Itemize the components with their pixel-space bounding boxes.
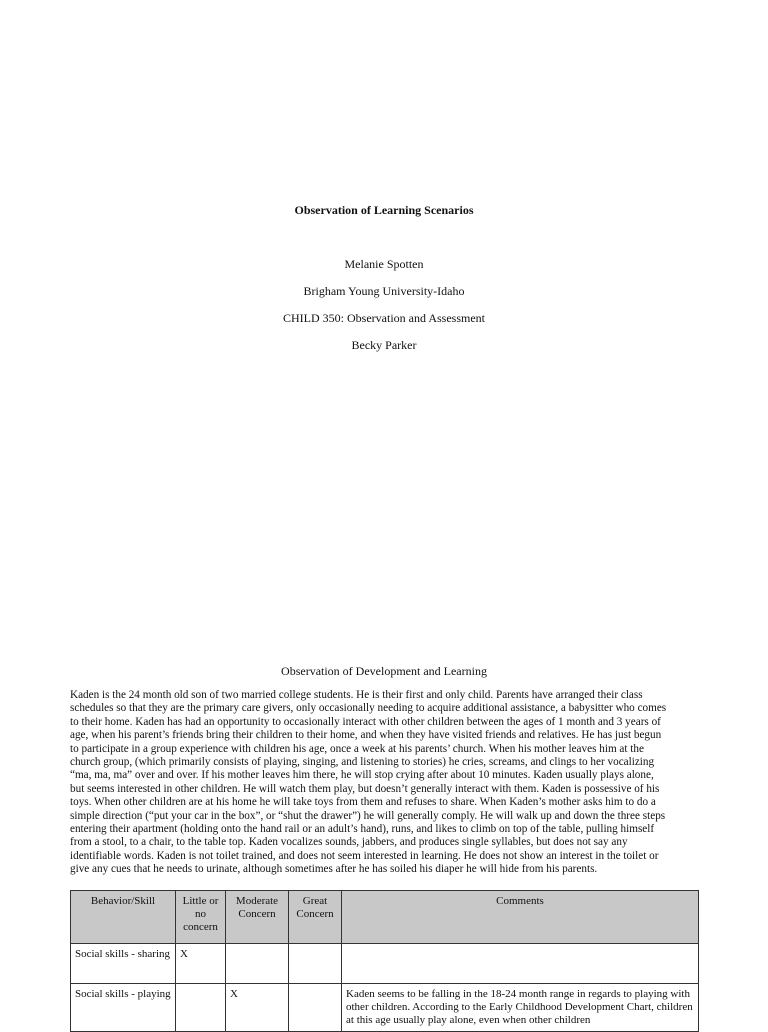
cell-great-concern — [289, 984, 342, 1032]
header-behavior-skill: Behavior/Skill — [71, 891, 176, 944]
cell-skill: Social skills - sharing — [71, 944, 176, 984]
cell-comments — [342, 944, 699, 984]
behavior-assessment-table — [70, 890, 699, 1032]
section-heading: Observation of Development and Learning — [281, 664, 487, 678]
paragraph-line: simple direction (“put your car in the box”, or “shut the drawer”) he will generally comply. He will walk up and down the three steps — [70, 809, 666, 822]
cell-moderate-concern: X — [226, 984, 289, 1032]
institution-name: Brigham Young University-Idaho — [303, 284, 465, 298]
course-name: CHILD 350: Observation and Assessment — [283, 311, 485, 325]
cell-moderate-concern — [226, 944, 289, 984]
author-name: Melanie Spotten — [344, 257, 424, 271]
paragraph-line: give any cues that he needs to urinate, although sometimes after he has soiled his diaper he will hide from his parents. — [70, 863, 598, 876]
cell-great-concern — [289, 944, 342, 984]
paragraph-line: “ma, ma, ma” over and over. If his mother leaves him there, he will stop crying after about 10 minutes. Kaden usually plays alone, — [70, 769, 654, 782]
paragraph-line: schedules so that they are the primary care givers, only occasionally needing to acquire additional assistance, a babysitter who comes — [70, 702, 667, 715]
paragraph-line: age, when his parent’s friends bring their children to their home, and when they have visited friends and relatives. He has just begun — [70, 729, 662, 742]
observation-paragraph — [70, 689, 700, 877]
cell-skill: Social skills - playing — [71, 984, 176, 1032]
header-moderate-concern: Moderate Concern — [226, 891, 289, 944]
paragraph-line: toys. When other children are at his home he will take toys from them and refuses to share. When Kaden’s mother asks him to do a — [70, 796, 656, 809]
instructor-name: Becky Parker — [351, 338, 417, 352]
header-great-concern: Great Concern — [289, 891, 342, 944]
cell-little-concern — [176, 984, 226, 1032]
cell-little-concern: X — [176, 944, 226, 984]
paragraph-line: identifiable words. Kaden is not toilet trained, and does not seem interested in learning. He does not show an interest in the toilet or — [70, 849, 659, 862]
paragraph-line: to participate in a group experience with children his age, once a week at his parents’ church. When his mother leaves him at the — [70, 742, 644, 755]
table-row — [71, 984, 699, 1032]
paragraph-line: but seems interested in other children. He will watch them play, but doesn’t generally interact with them. Kaden is possessive of his — [70, 782, 660, 795]
header-comments: Comments — [342, 891, 699, 944]
paragraph-line: to their home. Kaden has had an opportunity to occasionally interact with other children between the ages of 1 month and 3 years of — [70, 715, 661, 728]
paragraph-line: church group, (which primarily consists of playing, singing, and listening to stories) he cries, screams, and clings to her vocalizing — [70, 756, 655, 769]
paragraph-line: from a stool, to a chair, to the table top. Kaden vocalizes sounds, jabbers, and produces single syllables, but does not say any — [70, 836, 628, 849]
header-little-concern: Little or no concern — [176, 891, 226, 944]
document-title: Observation of Learning Scenarios — [294, 203, 474, 217]
table-header-row — [71, 891, 699, 944]
cell-comments: Kaden seems to be falling in the 18-24 month range in regards to playing with other children. According to the Early Childhood Development Chart, children at this age usually play alone, even when other children — [342, 984, 699, 1032]
paragraph-line: entering their apartment (holding onto the hand rail or an adult’s hand), runs, and likes to climb on top of the table, pulling himself — [70, 823, 655, 836]
table-row — [71, 944, 699, 984]
paragraph-line: Kaden is the 24 month old son of two married college students. He is their first and only child. Parents have arranged their class — [70, 689, 643, 701]
